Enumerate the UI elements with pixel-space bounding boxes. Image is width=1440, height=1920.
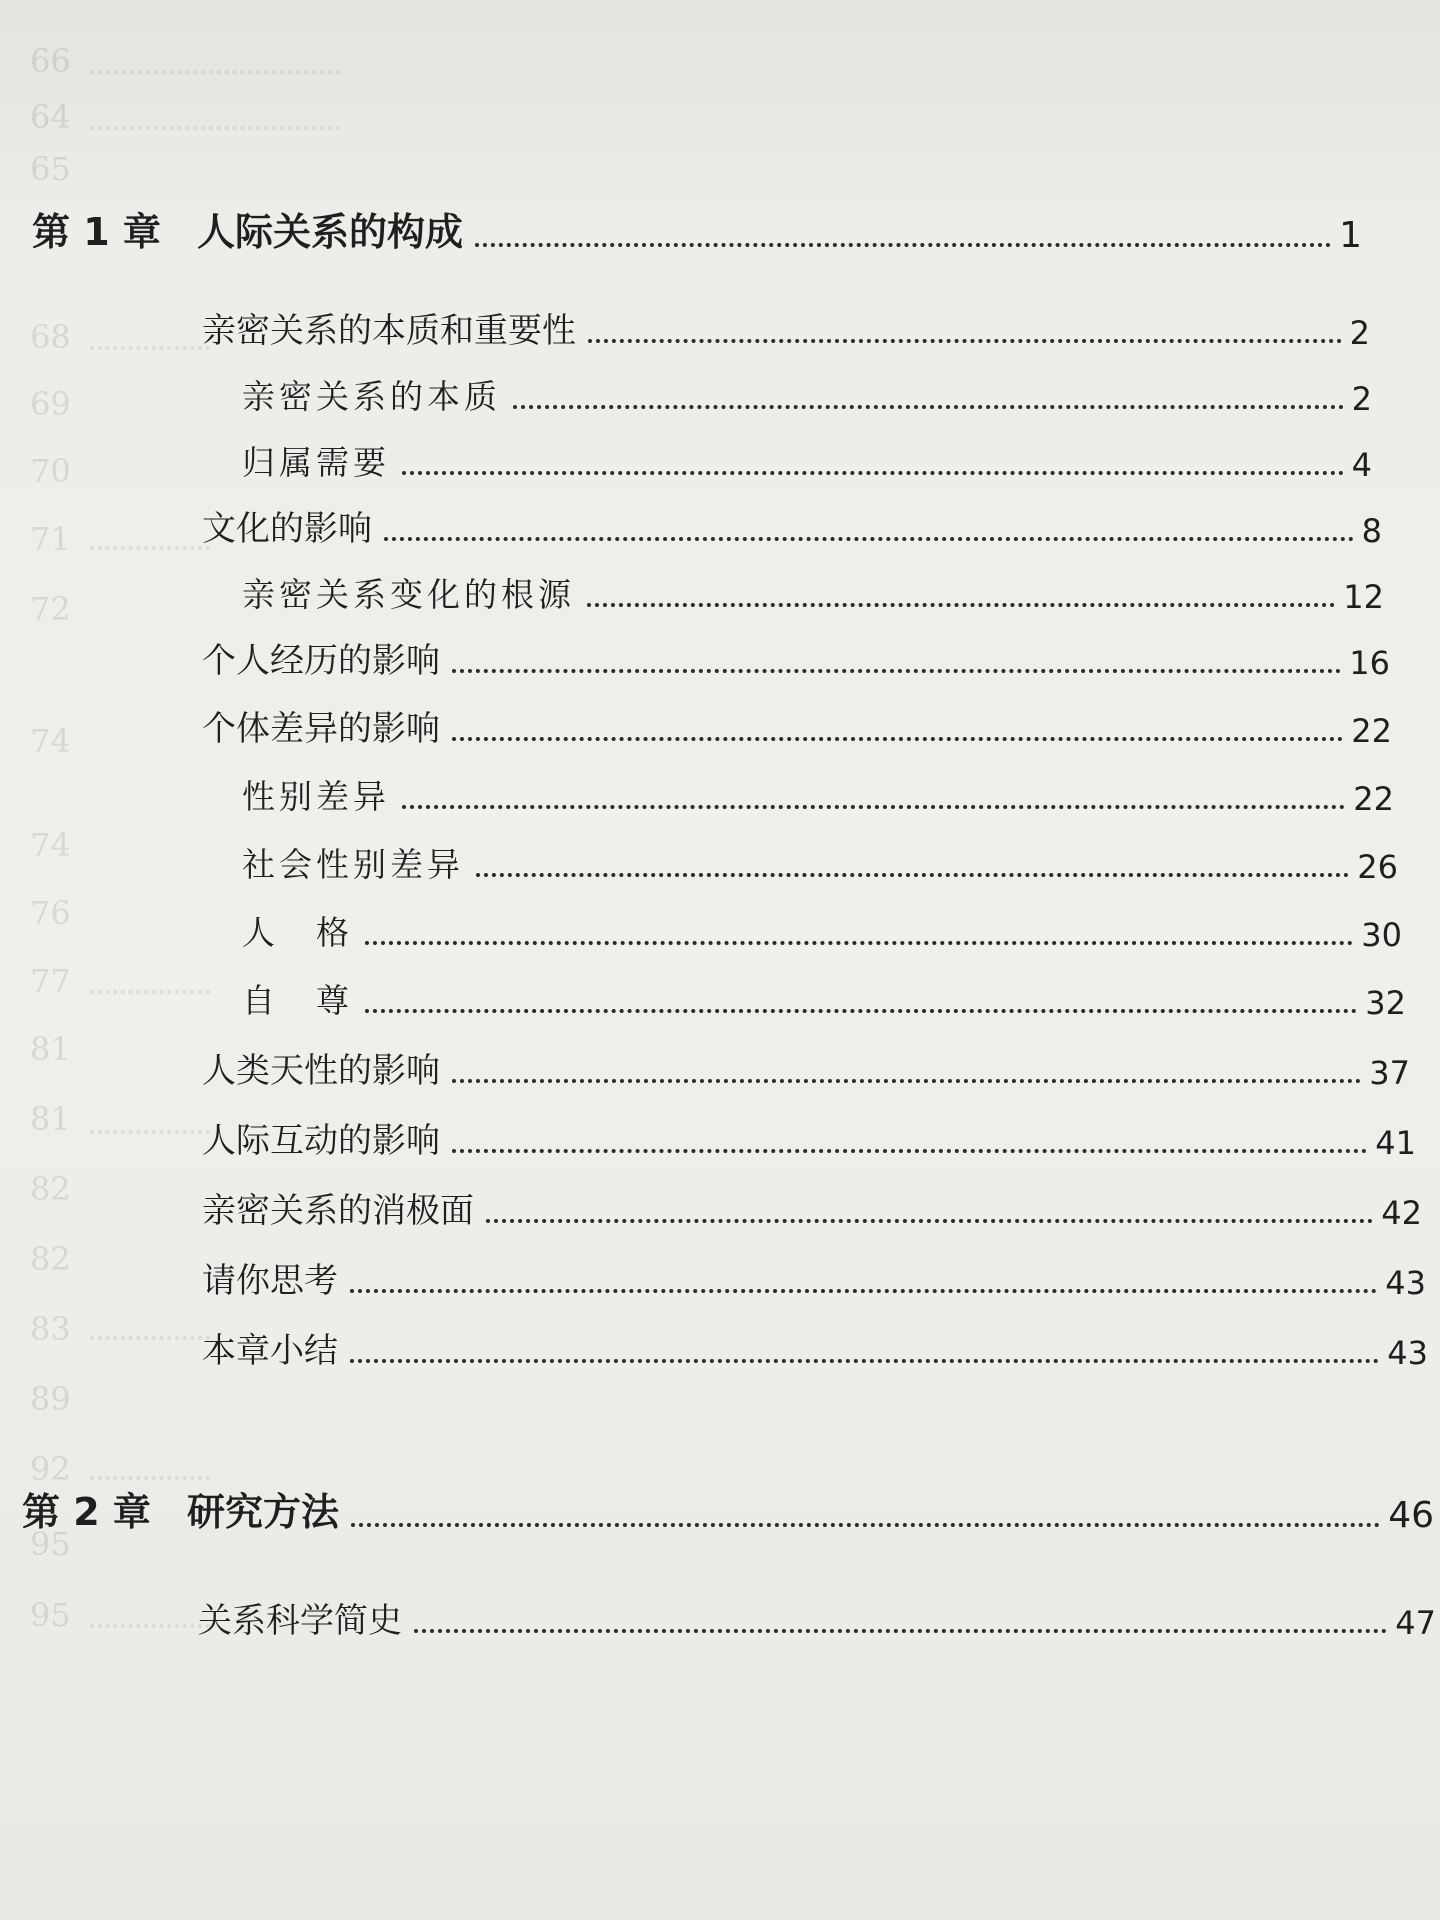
entry-title: 性别差异: [242, 777, 390, 816]
dot-leader: [452, 737, 1343, 741]
toc-subentry[interactable]: [242, 838, 1398, 886]
dot-leader: [350, 1289, 1377, 1293]
entry-title: 亲密关系的本质和重要性: [202, 311, 576, 351]
toc-subentry[interactable]: [242, 370, 1372, 418]
chapter-title: 人际关系的构成: [197, 210, 464, 254]
entry-title: 文化的影响: [202, 509, 372, 549]
dot-leader: [384, 537, 1354, 541]
page-number: 32: [1365, 984, 1406, 1022]
entry-title: 自 尊: [242, 981, 353, 1020]
toc-entry[interactable]: [202, 1184, 1422, 1232]
page-number: 30: [1361, 916, 1402, 954]
dot-leader: [452, 1079, 1361, 1083]
ghost-page-number: 74: [30, 826, 71, 864]
dot-leader: [476, 873, 1349, 877]
ghost-page-number: 71: [30, 520, 71, 558]
ghost-page-number: 82: [30, 1240, 71, 1278]
dot-leader: [587, 603, 1335, 607]
ghost-page-number: 72: [30, 590, 71, 628]
page-number: 47: [1395, 1604, 1436, 1642]
toc-entry[interactable]: [202, 634, 1390, 682]
toc-entry[interactable]: [198, 1594, 1436, 1642]
ghost-page-number: 69: [30, 385, 71, 423]
page-number: 22: [1353, 780, 1394, 818]
page-number: 37: [1369, 1054, 1410, 1092]
toc-entry[interactable]: [202, 1254, 1426, 1302]
entry-title: 人类天性的影响: [202, 1051, 440, 1091]
entry-title: 社会性别差异: [242, 845, 464, 884]
ghost-page-number: 64: [30, 98, 71, 136]
ghost-page-number: 92: [30, 1450, 71, 1488]
dot-leader: [365, 1009, 1357, 1013]
ghost-page-number: 70: [30, 452, 71, 490]
toc-entry[interactable]: [202, 502, 1382, 550]
ghost-page-number: 95: [30, 1596, 71, 1634]
page-number: 12: [1343, 578, 1384, 616]
page-number: 46: [1388, 1495, 1434, 1536]
chapter-2-heading[interactable]: [22, 1488, 1434, 1536]
page-number: 22: [1351, 712, 1392, 750]
toc-subentry[interactable]: [242, 770, 1394, 818]
chapter-title: 研究方法: [187, 1490, 340, 1534]
toc-subentry[interactable]: [242, 568, 1384, 616]
toc-entry[interactable]: [202, 702, 1392, 750]
ghost-page-number: 81: [30, 1030, 71, 1068]
toc-subentry[interactable]: [242, 436, 1372, 484]
dot-leader: [365, 941, 1353, 945]
entry-title: 请你思考: [202, 1261, 338, 1301]
toc-entry[interactable]: [202, 1324, 1428, 1372]
entry-title: 亲密关系的本质: [242, 377, 501, 416]
ghost-page-number: 68: [30, 318, 71, 356]
dot-leader: [452, 1149, 1367, 1153]
ghost-page-number: 76: [30, 894, 71, 932]
entry-title: 亲密关系变化的根源: [242, 575, 575, 614]
dot-leader: [402, 805, 1345, 809]
page-number: 43: [1387, 1334, 1428, 1372]
page-number: 2: [1351, 380, 1372, 418]
ghost-page-number: 83: [30, 1310, 71, 1348]
page-number: 41: [1375, 1124, 1416, 1162]
chapter-1-heading[interactable]: [32, 208, 1362, 256]
page-number: 43: [1385, 1264, 1426, 1302]
toc-entry[interactable]: [202, 1044, 1410, 1092]
entry-title: 归属需要: [242, 443, 390, 482]
ghost-page-number: 66: [30, 42, 71, 80]
entry-title: 人际互动的影响: [202, 1121, 440, 1161]
page-number: 26: [1357, 848, 1398, 886]
dot-leader: [402, 471, 1344, 475]
page-number: 8: [1361, 512, 1382, 550]
ghost-page-number: 95: [30, 1525, 71, 1563]
chapter-number: 第 2 章: [22, 1490, 151, 1534]
dot-leader: [351, 1523, 1380, 1527]
dot-leader: [513, 405, 1344, 409]
entry-title: 亲密关系的消极面: [202, 1191, 474, 1231]
dot-leader: [475, 243, 1331, 247]
page-number: 42: [1381, 1194, 1422, 1232]
page-number: 4: [1351, 446, 1372, 484]
page-number: 16: [1349, 644, 1390, 682]
chapter-number: 第 1 章: [32, 210, 161, 254]
entry-title: 个体差异的影响: [202, 709, 440, 749]
entry-title: 本章小结: [202, 1331, 338, 1371]
toc-entry[interactable]: [202, 1114, 1416, 1162]
dot-leader: [588, 339, 1342, 343]
ghost-page-number: 77: [30, 962, 71, 1000]
ghost-page-number: 81: [30, 1100, 71, 1138]
dot-leader: [452, 669, 1341, 673]
toc-entry[interactable]: [202, 304, 1370, 352]
dot-leader: [486, 1219, 1373, 1223]
entry-title: 人 格: [242, 913, 353, 952]
ghost-page-number: 74: [30, 722, 71, 760]
ghost-page-number: 65: [30, 150, 71, 188]
toc-subentry[interactable]: [242, 906, 1402, 954]
dot-leader: [350, 1359, 1379, 1363]
toc-subentry[interactable]: [242, 974, 1406, 1022]
ghost-page-number: 82: [30, 1170, 71, 1208]
page-number: 2: [1349, 314, 1370, 352]
dot-leader: [414, 1629, 1387, 1633]
page-number: 1: [1339, 215, 1362, 256]
entry-title: 个人经历的影响: [202, 641, 440, 681]
entry-title: 关系科学简史: [198, 1601, 402, 1641]
ghost-page-number: 89: [30, 1380, 71, 1418]
